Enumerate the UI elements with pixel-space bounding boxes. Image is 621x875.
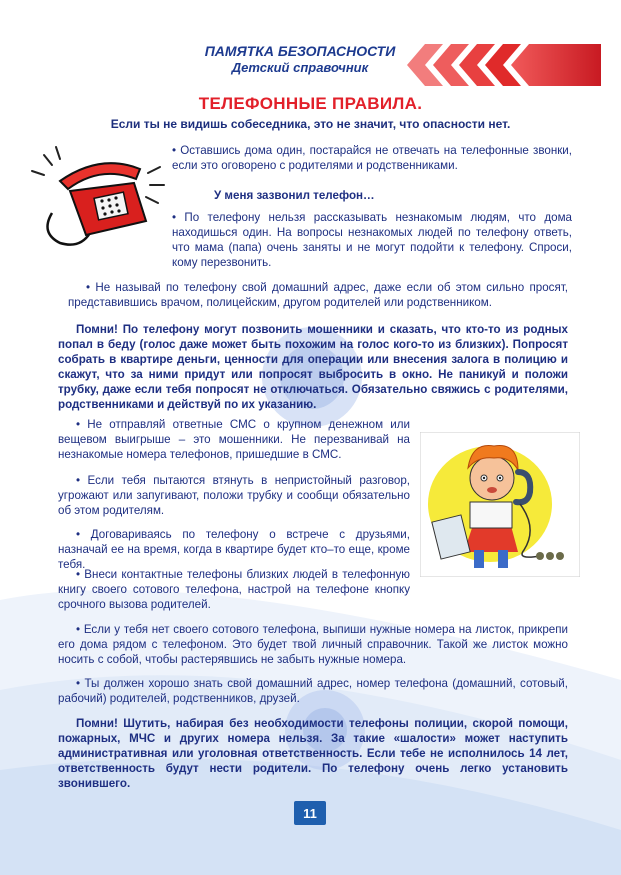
paragraph-home-alone: • Оставшись дома один, постарайся не отвечать на телефонные звонки, если это оговорено с родителями и родственниками.: [172, 144, 572, 172]
header-subtitle: Детский справочник: [231, 60, 369, 75]
paragraph-indecent-talk: • Если тебя пытаются втянуть в непристойный разговор, угрожают или запугивают, положи трубку и сообщи обязательно об этом родителям.: [58, 474, 410, 517]
page-subtitle: Если ты не видишь собеседника, это не значит, что опасности нет.: [110, 117, 511, 131]
paragraph-contacts: • Внеси контактные телефоны близких людей в телефонную книгу своего сотового телефона, настрой на телефоне кнопку срочного вызова родителей.: [58, 568, 410, 611]
section-heading-phone-rang: У меня зазвонил телефон…: [214, 189, 375, 202]
paragraph-meeting: • Договариваясь по телефону о встрече с друзьями, назначай ее на время, когда в квартире будет кто–то еще, кроме тебя.: [58, 528, 410, 571]
paragraph-dont-tell-alone: • По телефону нельзя рассказывать незнакомым людям, что дома находишься один. На вопросы незнакомых людей по телефону ответь, что мама (папа) очень заняты и не могут подойти к телефону. Спроси, кому перезвонить.: [172, 211, 572, 269]
kid-illustration: [420, 432, 580, 577]
page-title: ТЕЛЕФОННЫЕ ПРАВИЛА.: [198, 94, 423, 113]
paragraph-know-numbers: • Ты должен хорошо знать свой домашний адрес, номер телефона (домашний, сотовый, рабочий) родителей, родственников, друзей.: [58, 677, 568, 705]
warning-prank-calls: Помни! Шутить, набирая без необходимости телефоны полиции, скорой помощи, пожарных, МЧС и других номера нельзя. За такие «шалости» может наступить административная или уголовная ответственность. Если тебе не исполнилось 14 лет, ответственность будут нести родители. По телефону очень легко установить звонившего.: [58, 717, 568, 790]
paragraph-paper-directory: • Если у тебя нет своего сотового телефона, выпиши нужные номера на листок, прикрепи его дома рядом с телефоном. Это будет твой личный справочник. Такой же листок можно носить с собой, чтобы растерявшись не забыть нужные номера.: [58, 623, 568, 666]
header-title: ПАМЯТКА БЕЗОПАСНОСТИ: [204, 43, 396, 59]
chevrons-decoration: [405, 42, 601, 88]
phone-illustration: [30, 143, 170, 253]
paragraph-sms: • Не отправляй ответные СМС о крупном денежном или вещевом выигрыше – это мошенники. Не перезванивай на незнакомые номера телефонов, пришедшие в СМС.: [58, 418, 410, 461]
warning-fraud: Помни! По телефону могут позвонить мошенники и сказать, что кто-то из родных попал в беду (голос даже может быть похожим на голос кого-то из близких). Попросят собрать в квартире деньги, ценности для операции или внесения залога в полицию и скажут, что за ними придут или попросят выбросить в окно. Не паникуй и положи трубку, даже если тебя попросят не отключаться. Обязательно свяжись с родителями, родственниками и действуй по их указанию.: [58, 323, 568, 411]
paragraph-address: • Не называй по телефону свой домашний адрес, даже если об этом сильно просят, представившись врачом, полицейским, другом родителей или родственником.: [68, 281, 568, 309]
page-number: 11: [294, 801, 326, 825]
